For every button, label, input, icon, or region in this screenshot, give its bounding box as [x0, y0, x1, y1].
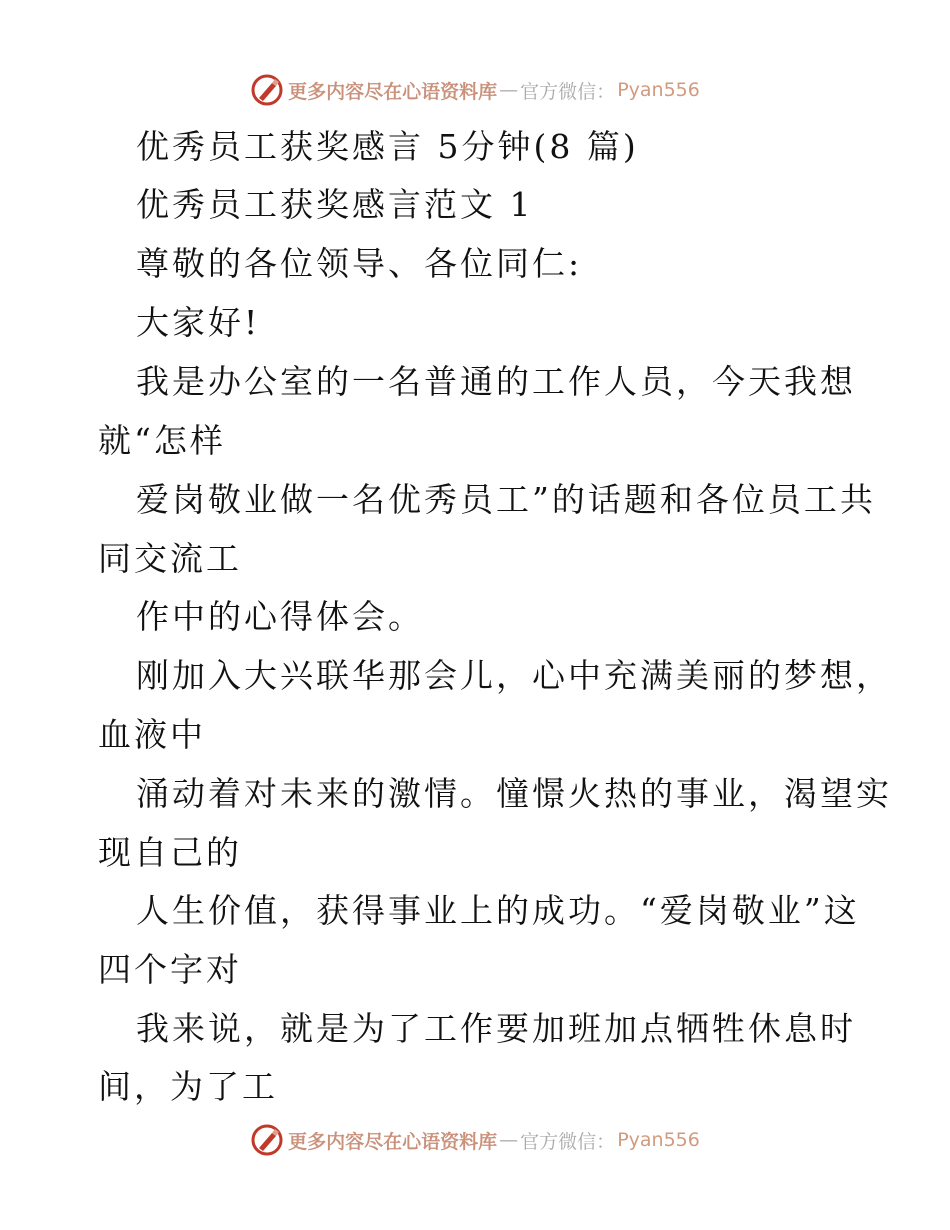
watermark-wechat-label: 官方微信： — [520, 80, 616, 103]
watermark-dash: — — [499, 1129, 519, 1151]
watermark-wechat-id: Pyan556 — [617, 79, 700, 101]
paragraph-line: 大家好! — [136, 303, 261, 342]
watermark-text: 更多内容尽在心语资料库 — [288, 80, 498, 103]
paragraph-line: 涌动着对未来的激情。憧憬火热的事业，渴望实 — [136, 774, 892, 813]
section-heading: 优秀员工获奖感言范文 1 — [136, 185, 534, 224]
paragraph-line: 同交流工 — [98, 539, 242, 578]
paragraph-line: 血液中 — [98, 715, 206, 754]
paragraph-line: 四个字对 — [98, 950, 242, 989]
header-watermark — [0, 70, 950, 110]
paragraph-line: 作中的心得体会。 — [136, 597, 424, 636]
paragraph-line: 间，为了工 — [98, 1067, 278, 1106]
watermark-wechat-label: 官方微信： — [520, 1130, 616, 1153]
paragraph-line: 就“怎样 — [98, 421, 226, 460]
pen-logo-icon — [250, 1123, 284, 1157]
paragraph-line: 爱岗敬业做一名优秀员工”的话题和各位员工共 — [136, 480, 876, 519]
paragraph-line: 刚加入大兴联华那会儿，心中充满美丽的梦想， — [136, 656, 892, 695]
footer-watermark — [0, 1120, 950, 1160]
pen-logo-icon — [250, 73, 284, 107]
watermark-text: 更多内容尽在心语资料库 — [288, 1130, 498, 1153]
paragraph-line: 人生价值，获得事业上的成功。“爱岗敬业”这 — [136, 891, 860, 930]
paragraph-line: 尊敬的各位领导、各位同仁: — [136, 244, 583, 283]
watermark-dash: — — [499, 79, 519, 101]
paragraph-line: 现自己的 — [98, 833, 242, 872]
watermark-wechat-id: Pyan556 — [617, 1129, 700, 1151]
paragraph-line: 我来说，就是为了工作要加班加点牺牲休息时 — [136, 1009, 856, 1048]
paragraph-line: 我是办公室的一名普通的工作人员，今天我想 — [136, 362, 856, 401]
document-title: 优秀员工获奖感言 5分钟(8 篇) — [136, 127, 639, 166]
